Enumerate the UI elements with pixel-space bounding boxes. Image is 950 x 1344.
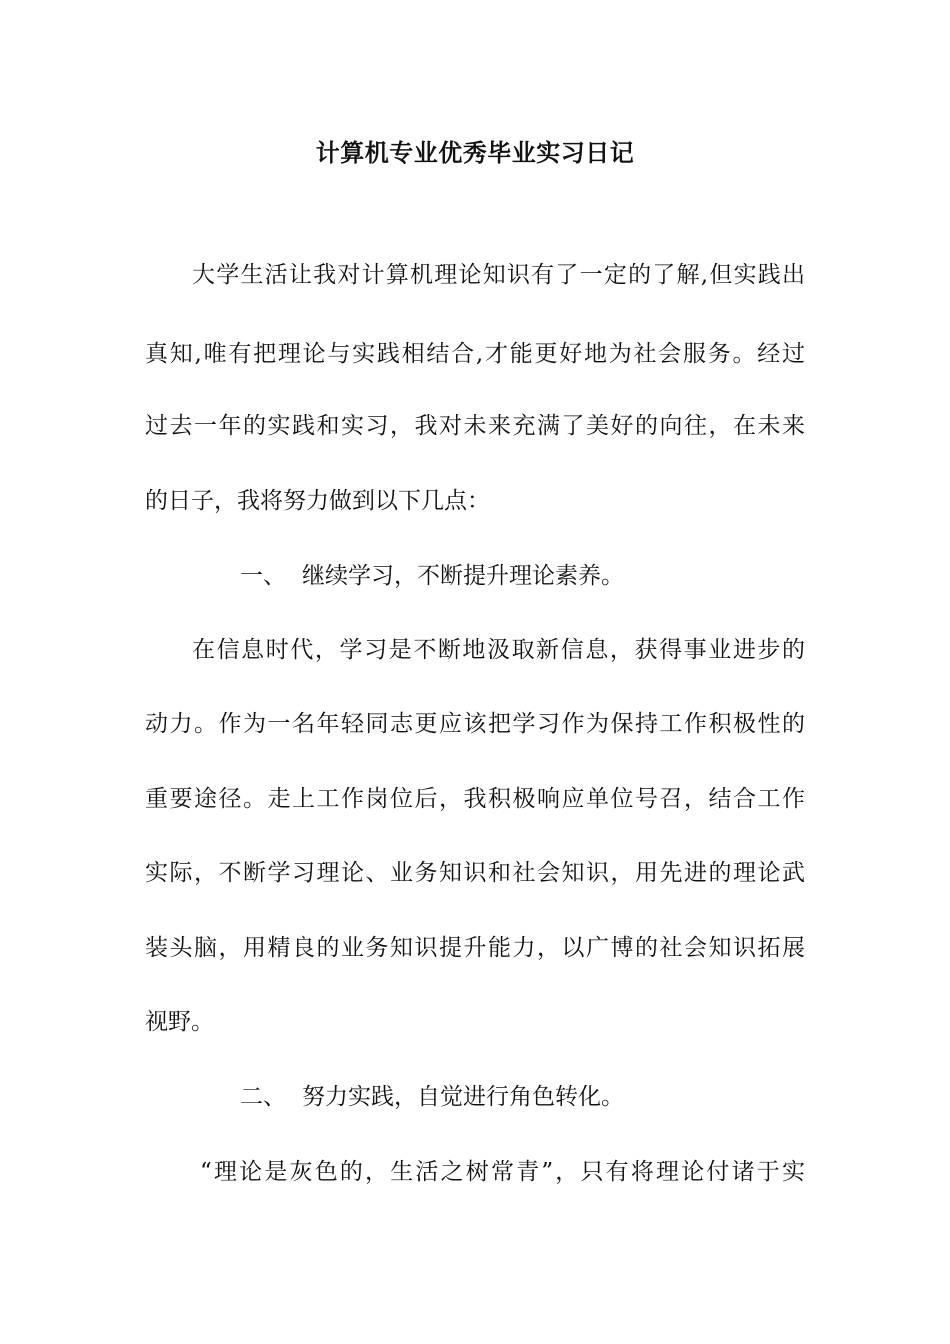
paragraph-1-line-3: 过去一年的实践和实习，我对未来充满了美好的向往，在未来 — [145, 413, 805, 439]
section-heading-1 — [240, 556, 805, 596]
section-heading-1-text: 继续学习，不断提升理论素养。 — [302, 563, 624, 589]
paragraph-2-line-6: 视野。 — [145, 1009, 214, 1035]
section-heading-2-text: 努力实践，自觉进行角色转化。 — [302, 1084, 624, 1110]
paragraph-2-line-2: 动力。作为一名年轻同志更应该把学习作为保持工作积极性的 — [145, 711, 805, 737]
section-heading-2-number: 二、 — [240, 1084, 286, 1110]
paragraph-2-line-5: 装头脑，用精良的业务知识提升能力，以广博的社会知识拓展 — [145, 935, 805, 961]
paragraph-3-line-1: “理论是灰色的，生活之树常青”，只有将理论付诸于实 — [200, 1159, 805, 1185]
paragraph-1-line-4: 的日子，我将努力做到以下几点： — [145, 488, 490, 514]
section-heading-2 — [240, 1077, 805, 1117]
document-title: 计算机专业优秀毕业实习日记 — [315, 138, 635, 167]
paragraph-2-line-1: 在信息时代，学习是不断地汲取新信息，获得事业进步的 — [192, 637, 805, 663]
paragraph-1-line-1: 大学生活让我对计算机理论知识有了一定的了解,但实践出 — [192, 262, 805, 288]
paragraph-1-line-2: 真知,唯有把理论与实践相结合,才能更好地为社会服务。经过 — [145, 341, 805, 367]
section-heading-1-number: 一、 — [240, 563, 286, 589]
paragraph-2-line-4: 实际，不断学习理论、业务知识和社会知识，用先进的理论武 — [145, 860, 805, 886]
paragraph-2-line-3: 重要途径。走上工作岗位后，我积极响应单位号召，结合工作 — [145, 786, 805, 812]
